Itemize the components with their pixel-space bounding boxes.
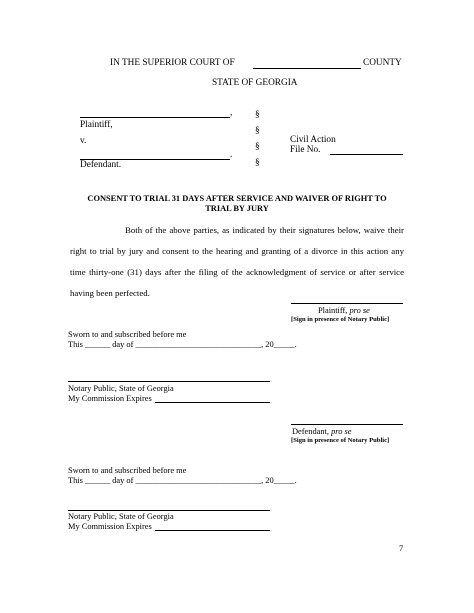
- document-title-line2: TRIAL BY JURY: [205, 204, 269, 213]
- this-day-line: This ______ day of ______________________________, 20_____.: [68, 340, 297, 349]
- sworn-statement: Sworn to and subscribed before me: [68, 330, 187, 339]
- versus-label: v.: [80, 136, 87, 146]
- sign-instruction: [Sign in presence of Notary Public]: [291, 316, 390, 323]
- court-prefix: IN THE SUPERIOR COURT OF: [110, 58, 235, 68]
- page-number: 7: [399, 544, 404, 553]
- plaintiff-label: Plaintiff,: [80, 120, 113, 130]
- notary-signature-line: [68, 381, 270, 382]
- court-suffix: COUNTY: [363, 58, 402, 68]
- defendant-signature-line: [291, 424, 403, 425]
- plaintiff-signer-label: [318, 306, 370, 315]
- section-mark: §: [255, 126, 260, 136]
- notary-label: Notary Public, State of Georgia: [68, 512, 174, 521]
- state-heading: STATE OF GEORGIA: [212, 78, 298, 88]
- file-no-label: File No.: [290, 145, 321, 155]
- sworn-statement: Sworn to and subscribed before me: [68, 466, 187, 475]
- notary-signature-line: [68, 510, 270, 511]
- notary-label: Notary Public, State of Georgia: [68, 384, 174, 393]
- commission-label: My Commission Expires: [68, 394, 152, 403]
- commission-label: My Commission Expires: [68, 522, 152, 531]
- section-mark: §: [255, 142, 260, 152]
- defendant-label: Defendant.: [80, 160, 122, 170]
- defendant-signer-label: [292, 427, 351, 436]
- signer-name: Plaintiff,: [318, 306, 348, 315]
- section-mark: §: [255, 110, 260, 120]
- plaintiff-signature-line: [291, 303, 403, 304]
- file-no-line: [330, 154, 403, 155]
- county-blank-line: [253, 68, 361, 69]
- sign-instruction: [Sign in presence of Notary Public]: [291, 437, 390, 444]
- consent-paragraph: Both of the above parties, as indicated by their signatures below, waive their right to trial by jury and consent to the hearing and granting of a divorce in this action any time thirty-one (31) days after the filing of the acknowledgment of service or after service having been perfected.: [70, 225, 404, 298]
- civil-action-label: Civil Action: [290, 135, 336, 145]
- defendant-line-period: .: [230, 150, 233, 160]
- section-mark: §: [255, 158, 260, 168]
- plaintiff-line-comma: ,: [230, 108, 233, 118]
- pro-se-label: pro se: [331, 427, 352, 436]
- pro-se-label: pro se: [349, 306, 370, 315]
- document-title-line1: CONSENT TO TRIAL 31 DAYS AFTER SERVICE AND WAIVER OF RIGHT TO: [87, 194, 387, 203]
- commission-line: [155, 530, 270, 531]
- signer-name: Defendant,: [292, 427, 329, 436]
- this-day-line: This ______ day of ______________________________, 20_____.: [68, 476, 297, 485]
- commission-line: [155, 402, 270, 403]
- plaintiff-name-line: [80, 117, 230, 118]
